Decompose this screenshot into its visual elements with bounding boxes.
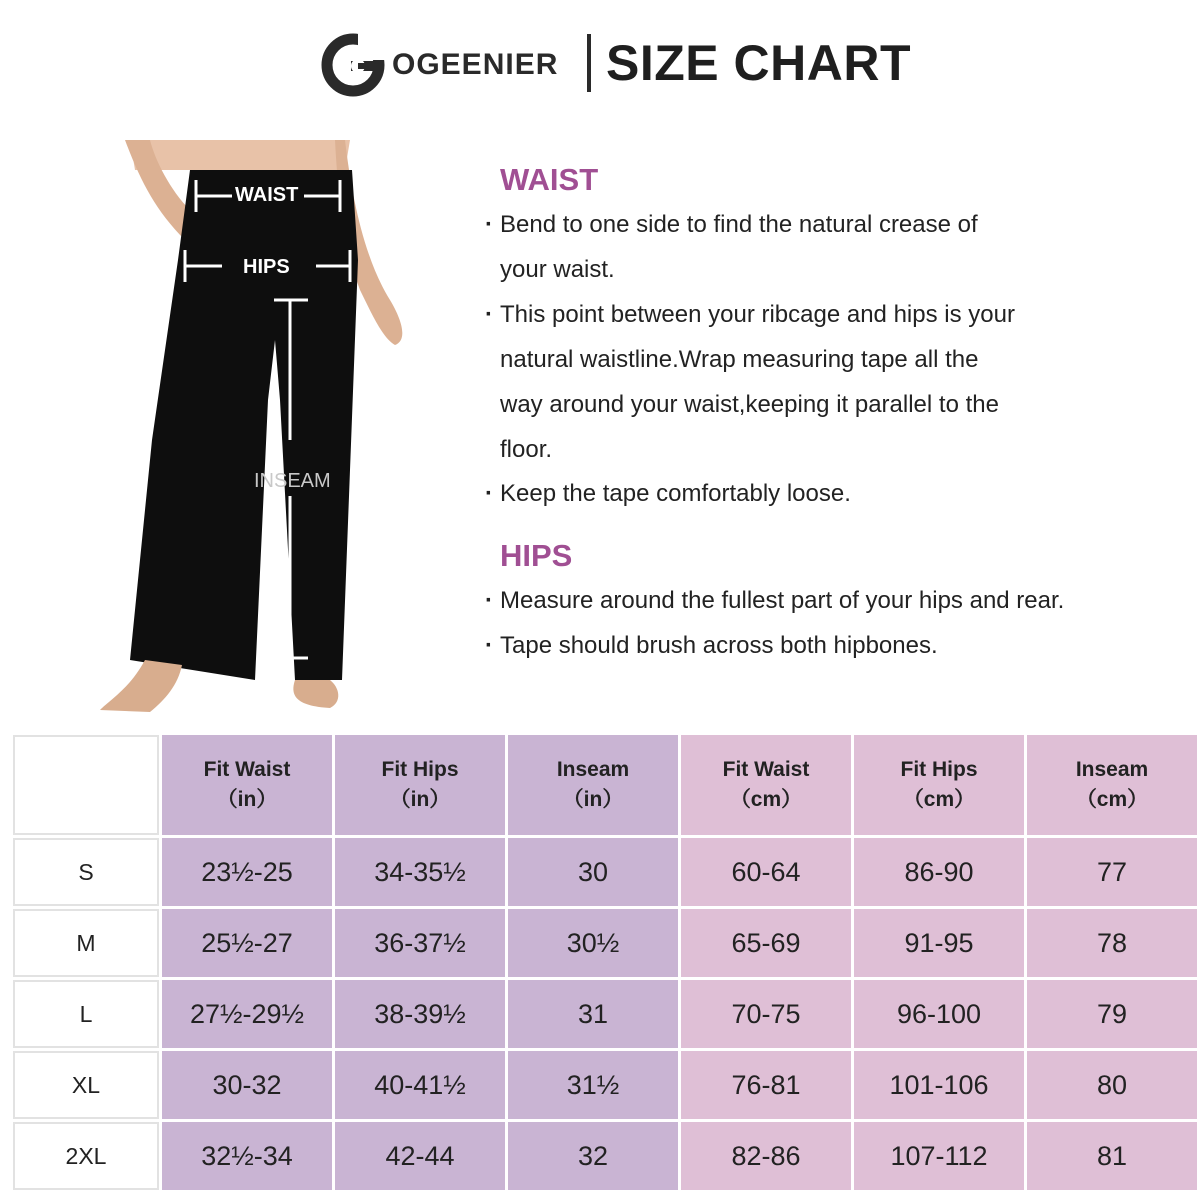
table-cell: 76-81 [681,1051,851,1119]
table-cell: 36-37½ [335,909,505,977]
hips-label: HIPS [243,256,290,278]
bullet-line: your waist. [500,256,615,283]
table-row [13,909,1197,977]
size-chart-table [10,732,1200,1193]
bullet-dot: · [485,632,493,659]
table-cell: 101-106 [854,1051,1024,1119]
table-cell: 32 [508,1122,678,1190]
table-cell: 30 [508,838,678,906]
bullet-line: floor. [500,436,553,463]
table-cell: 82-86 [681,1122,851,1190]
waist-bullet-2 [485,292,1175,472]
waist-bullet-3 [485,471,1175,516]
column-header: Fit Hips （in） [335,735,505,835]
table-cell: 40-41½ [335,1051,505,1119]
waist-bullet-1 [485,202,1175,292]
bullet-line: Tape should brush across both hipbones. [500,632,938,659]
bullet-line: This point between your ribcage and hips is your [500,301,1015,328]
column-header: Inseam （cm） [1027,735,1197,835]
table-cell: 79 [1027,980,1197,1048]
table-cell: 25½-27 [162,909,332,977]
table-cell: 70-75 [681,980,851,1048]
table-row [13,838,1197,906]
pants-illustration [90,140,450,720]
bullet-dot: · [485,301,493,328]
table-cell: 96-100 [854,980,1024,1048]
inseam-label: INSEAM [254,470,331,492]
waist-label: WAIST [235,184,299,206]
page-title: SIZE CHART [606,35,911,91]
table-cell: 32½-34 [162,1122,332,1190]
column-header: Inseam （in） [508,735,678,835]
bullet-line: natural waistline.Wrap measuring tape all the [500,346,979,373]
hips-bullet-1 [485,578,1175,623]
table-cell: 31½ [508,1051,678,1119]
measurement-figure [90,140,450,720]
bullet-dot: · [485,587,493,614]
corner-cell [13,735,159,835]
bullet-line: way around your waist,keeping it parallel to the [500,391,999,418]
table-row [13,980,1197,1048]
header [0,22,1200,106]
bullet-line: Bend to one side to find the natural crease of [500,211,978,238]
hips-bullet-2 [485,623,1175,668]
table-row [13,1051,1197,1119]
column-header: Fit Waist （in） [162,735,332,835]
size-label: L [13,980,159,1048]
table-cell: 27½-29½ [162,980,332,1048]
size-label: S [13,838,159,906]
size-label: 2XL [13,1122,159,1190]
table-cell: 91-95 [854,909,1024,977]
table-cell: 42-44 [335,1122,505,1190]
table-cell: 60-64 [681,838,851,906]
table-cell: 86-90 [854,838,1024,906]
waist-section-title: WAIST [500,162,599,197]
table-cell: 107-112 [854,1122,1024,1190]
bullet-line: Measure around the fullest part of your hips and rear. [500,587,1065,614]
table-cell: 78 [1027,909,1197,977]
brand-name: OGEENIER [392,48,559,81]
table-row [13,1122,1197,1190]
size-label: XL [13,1051,159,1119]
table-header-row [13,735,1197,835]
table-cell: 30½ [508,909,678,977]
table-cell: 65-69 [681,909,851,977]
hips-section-title: HIPS [500,538,573,573]
size-label: M [13,909,159,977]
column-header: Fit Hips （cm） [854,735,1024,835]
table-cell: 31 [508,980,678,1048]
header-divider [587,34,591,92]
table-cell: 77 [1027,838,1197,906]
table-cell: 38-39½ [335,980,505,1048]
bullet-dot: · [485,211,493,238]
brand-logo-icon [318,30,388,100]
table-cell: 81 [1027,1122,1197,1190]
table-cell: 23½-25 [162,838,332,906]
bullet-dot: · [485,480,493,507]
column-header: Fit Waist （cm） [681,735,851,835]
bullet-line: Keep the tape comfortably loose. [500,480,851,507]
table-cell: 34-35½ [335,838,505,906]
table-cell: 30-32 [162,1051,332,1119]
table-cell: 80 [1027,1051,1197,1119]
